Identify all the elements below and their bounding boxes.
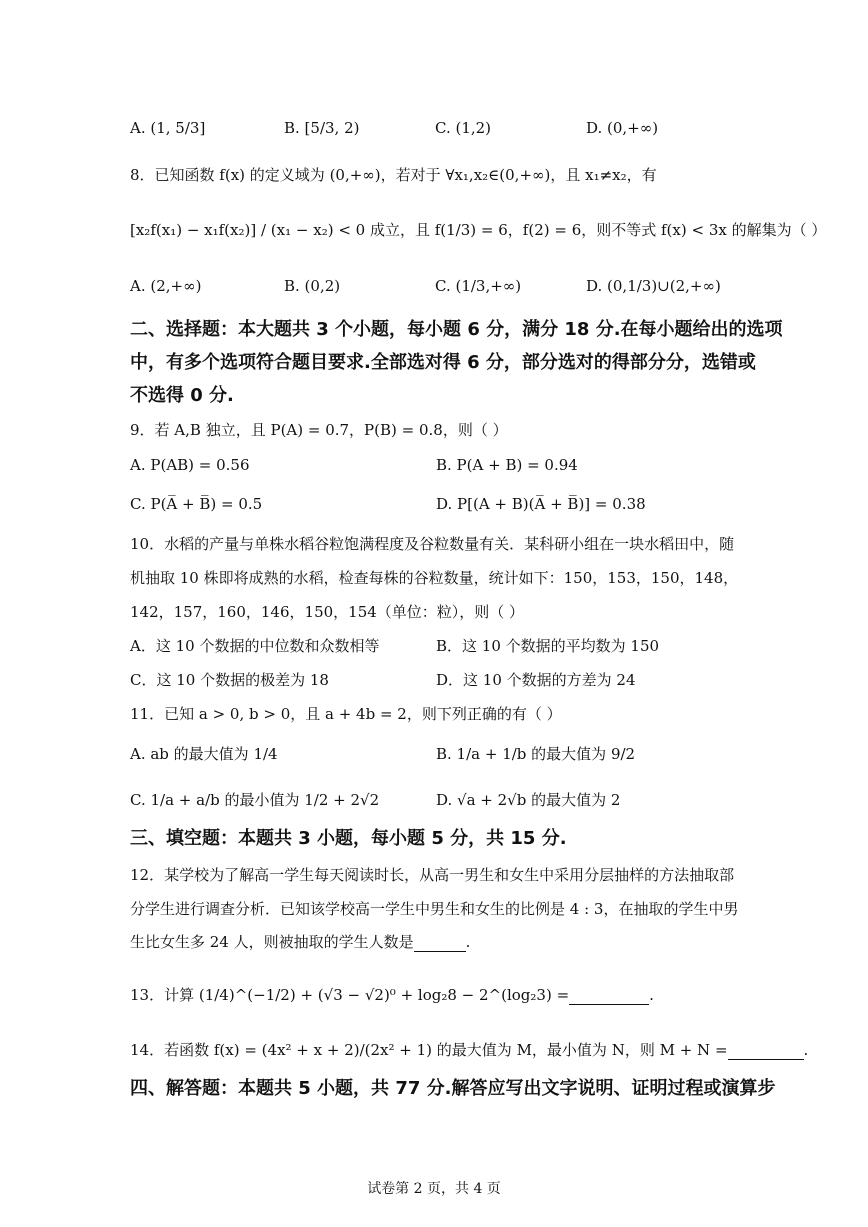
q8-stem-line2: [x₂f(x₁) − x₁f(x₂)] / (x₁ − x₂) < 0 成立，且 f(1/3) = 6，f(2) = 6，则不等式 f(x) < 3x 的解集为（ ） <box>130 221 827 239</box>
q11-option-d: D. √a + 2√b 的最大值为 2 <box>436 791 621 809</box>
q10-option-a: A．这 10 个数据的中位数和众数相等 <box>130 637 380 655</box>
q10-option-c: C．这 10 个数据的极差为 18 <box>130 671 329 689</box>
section3-heading: 三、填空题：本题共 3 小题，每小题 5 分，共 15 分. <box>130 828 567 849</box>
q12-stem-line1: 12．某学校为了解高一学生每天阅读时长，从高一男生和女生中采用分层抽样的方法抽取部 <box>130 866 735 884</box>
q9-option-b: B. P(A + B) = 0.94 <box>436 456 578 474</box>
q9-option-a: A. P(AB) = 0.56 <box>130 456 250 474</box>
q8-option-a: A. (2,+∞) <box>130 277 202 295</box>
q10-stem-line3: 142，157，160，146，150，154（单位：粒），则（ ） <box>130 603 525 621</box>
q14-answer-blank[interactable] <box>728 1045 804 1060</box>
q13-stem-text: 13．计算 (1/4)^(−1/2) + (√3 − √2)⁰ + log₂8 − 2^(log₂3) = <box>130 986 570 1004</box>
q11-option-b: B. 1/a + 1/b 的最大值为 9/2 <box>436 745 636 763</box>
q7-option-a: A. (1, 5/3] <box>130 119 206 137</box>
page-footer: 试卷第 2 页，共 4 页 <box>367 1181 501 1197</box>
q10-option-d: D．这 10 个数据的方差为 24 <box>436 671 636 689</box>
q7-option-c: C. (1,2) <box>435 119 492 137</box>
q11-stem: 11．已知 a > 0, b > 0，且 a + 4b = 2，则下列正确的有（ ） <box>130 705 562 723</box>
q12-stem-line2: 分学生进行调查分析．已知该学校高一学生中男生和女生的比例是 4 : 3，在抽取的学生中男 <box>130 900 739 918</box>
q12-stem-line3: 生比女生多 24 人，则被抽取的学生人数是 . <box>130 933 471 951</box>
q14-stem-text: 14．若函数 f(x) = (4x² + x + 2)/(2x² + 1) 的最大值为 M，最小值为 N，则 M + N = <box>130 1041 728 1059</box>
q10-stem-line2: 机抽取 10 株即将成熟的水稻，检查每株的谷粒数量，统计如下：150，153，150，148， <box>130 569 739 587</box>
q12-stem-line3-text: 生比女生多 24 人，则被抽取的学生人数是 <box>130 933 414 951</box>
q10-stem-line1: 10．水稻的产量与单株水稻谷粒饱满程度及谷粒数量有关．某科研小组在一块水稻田中，随 <box>130 535 735 553</box>
q14-stem: 14．若函数 f(x) = (4x² + x + 2)/(2x² + 1) 的最大值为 M，最小值为 N，则 M + N = . <box>130 1041 809 1059</box>
q7-option-b: B. [5/3, 2) <box>284 119 360 137</box>
q7-option-d: D. (0,+∞) <box>586 119 659 137</box>
q8-option-b: B. (0,2) <box>284 277 341 295</box>
q12-answer-blank[interactable] <box>414 937 466 952</box>
q9-option-c: C. P(A̅ + B̅) = 0.5 <box>130 495 263 513</box>
q10-option-b: B．这 10 个数据的平均数为 150 <box>436 637 660 655</box>
section4-heading: 四、解答题：本题共 5 小题，共 77 分.解答应写出文字说明、证明过程或演算步 <box>130 1078 776 1099</box>
q8-stem-line1: 8．已知函数 f(x) 的定义域为 (0,+∞)，若对于 ∀x₁,x₂∈(0,+∞)，且 x₁≠x₂，有 <box>130 166 657 184</box>
section2-heading-line3: 不选得 0 分. <box>130 385 234 406</box>
section2-heading-line1: 二、选择题：本大题共 3 个小题，每小题 6 分，满分 18 分.在每小题给出的选项 <box>130 319 783 340</box>
q8-option-d: D. (0,1/3)∪(2,+∞) <box>586 277 721 295</box>
q11-option-c: C. 1/a + a/b 的最小值为 1/2 + 2√2 <box>130 791 380 809</box>
q9-stem: 9．若 A,B 独立，且 P(A) = 0.7，P(B) = 0.8，则（ ） <box>130 421 508 439</box>
q13-answer-blank[interactable] <box>569 990 649 1005</box>
q13-stem: 13．计算 (1/4)^(−1/2) + (√3 − √2)⁰ + log₂8 − 2^(log₂3) = . <box>130 986 654 1004</box>
q8-option-c: C. (1/3,+∞) <box>435 277 522 295</box>
q9-option-d: D. P[(A + B)(A̅ + B̅)] = 0.38 <box>436 495 646 513</box>
q11-option-a: A. ab 的最大值为 1/4 <box>130 745 278 763</box>
section2-heading-line2: 中，有多个选项符合题目要求.全部选对得 6 分，部分选对的得部分分，选错或 <box>130 352 756 373</box>
